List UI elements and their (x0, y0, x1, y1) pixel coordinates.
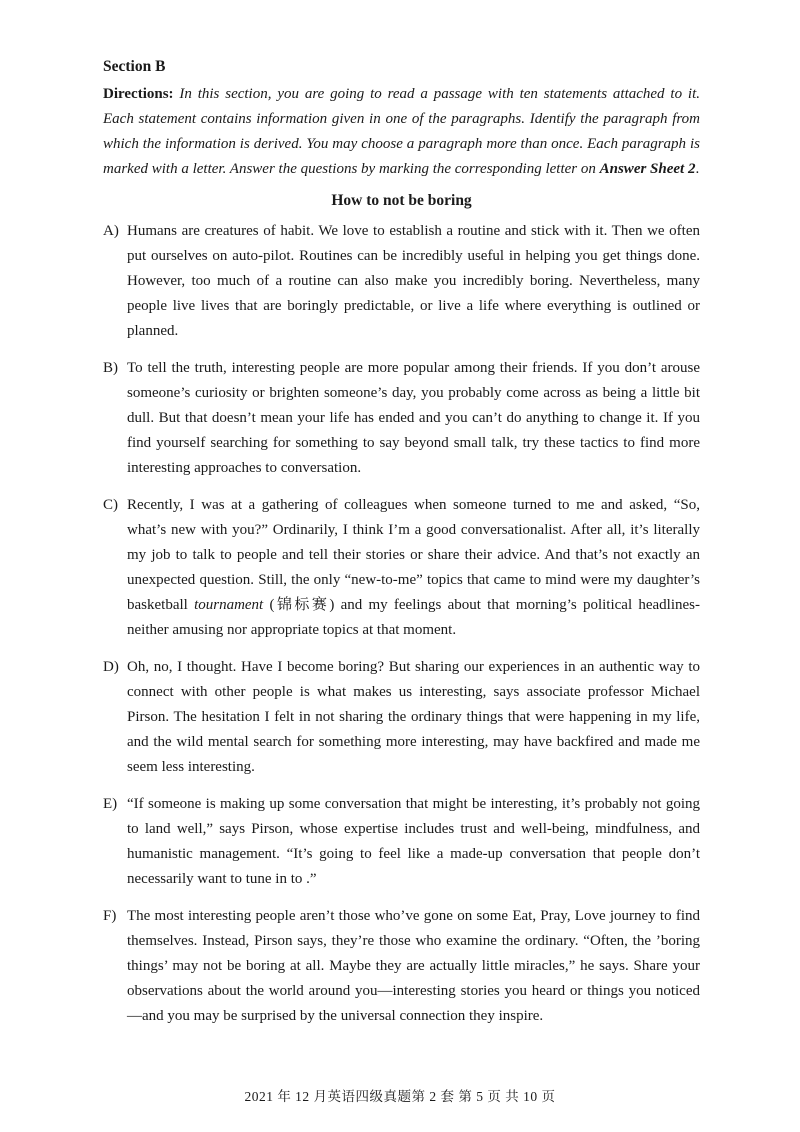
page-footer: 2021 年 12 月英语四级真题第 2 套 第 5 页 共 10 页 (244, 1089, 556, 1104)
paragraph-c (103, 493, 700, 643)
document-page (103, 58, 700, 1041)
paragraph-a (103, 219, 700, 344)
paragraph-text (127, 493, 700, 643)
paragraph-f (103, 904, 700, 1029)
paragraph-letter: A) (103, 223, 119, 239)
directions-label: Directions: (103, 86, 174, 102)
passage-title: How to not be boring (331, 192, 472, 209)
paragraph-letter: C) (103, 497, 118, 513)
paragraph-text-main: Recently, I was at a gathering of colleagues when someone turned to me and asked, “So, what’s new with you?” Ordinarily, I think I’m a good conversationalist. After all, it’s literally my job to talk to people and tell their stories or share their advice. And that’s not exactly an unexpected question. Still, the only “new-to-me” topics that came to mind were my daughter’s basketball (127, 497, 700, 613)
paragraph-text: Oh, no, I thought. Have I become boring? But sharing our experiences in an authentic way to connect with other people is what makes us interesting, says associate professor Michael Pirson. The hesitation I felt in not sharing the ordinary things that were happening in my life, and the wild mental search for something more interesting, may have backfired and made me seem less interesting. (127, 659, 700, 775)
paragraph-letter: B) (103, 360, 118, 376)
paragraph-text: The most interesting people aren’t those who’ve gone on some Eat, Pray, Love journey to find themselves. Instead, Pirson says, they’re those who examine the ordinary. “Often, the ’boring things’ may not be boring at all. Maybe they are actually little miracles,” he says. Share your observations about the world around you—interesting stories you heard or things you noticed—and you may be surprised by the universal connection they inspire. (127, 908, 700, 1024)
italic-term: tournament (194, 597, 264, 613)
paragraph-e (103, 792, 700, 892)
answer-sheet-ref: Answer Sheet 2 (599, 161, 696, 177)
section-heading: Section B (103, 58, 166, 75)
paragraph-letter: F) (103, 908, 117, 924)
paragraph-b (103, 356, 700, 481)
directions-end: . (695, 161, 700, 177)
paragraph-text: “If someone is making up some conversation that might be interesting, it’s probably not going to land well,” says Pirson, whose expertise includes trust and well-being, mindfulness, and humanistic management. “It’s going to feel like a made-up conversation that people don’t necessarily want to tune in to .” (127, 796, 700, 887)
directions-body: In this section, you are going to read a passage with ten statements attached to it. Each statement contains information given in one of the paragraphs. Identify the paragraph from which the information is derived. You may choose a paragraph more than once. Each paragraph is marked with a letter. Answer the questions by marking the corresponding letter on (103, 86, 700, 177)
paragraph-d (103, 655, 700, 780)
paragraph-text-after: (锦标赛) and my feelings about that morning’s political headlines- neither amusing nor appropriate topics at that moment. (127, 597, 700, 638)
paragraph-letter: D) (103, 659, 119, 675)
directions (103, 82, 700, 182)
paragraph-letter: E) (103, 796, 118, 812)
paragraph-text: Humans are creatures of habit. We love to establish a routine and stick with it. Then we often put ourselves on auto-pilot. Routines can be incredibly useful in helping you get things done. However, too much of a routine can also make you incredibly boring. Nevertheless, many people live lives that are boringly predictable, or live a life where everything is outlined or planned. (127, 223, 700, 339)
paragraph-text: To tell the truth, interesting people are more popular among their friends. If you don’t arouse someone’s curiosity or brighten someone’s day, you probably come across as being a little bit dull. But that doesn’t mean your life has ended and you can’t do anything to change it. If you find yourself searching for something to say beyond small talk, try these tactics to find more interesting approaches to conversation. (127, 360, 700, 476)
